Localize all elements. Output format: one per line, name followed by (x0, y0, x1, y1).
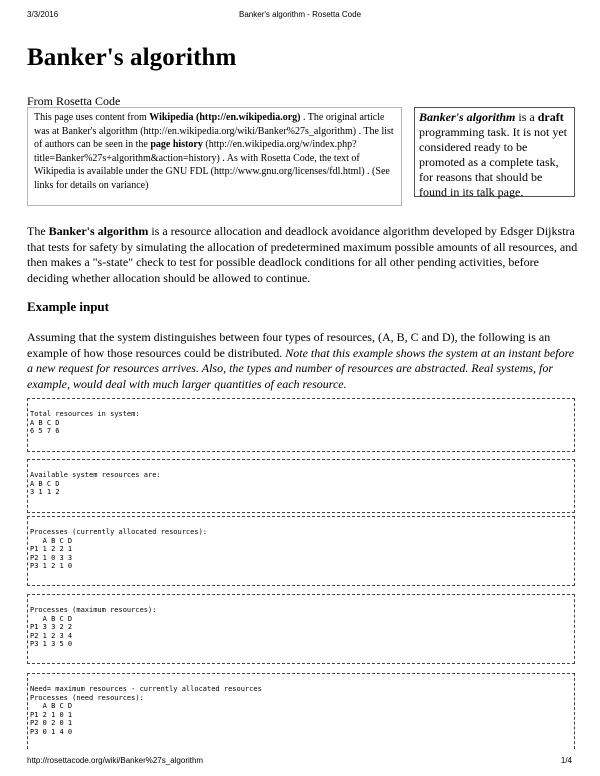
code-block-available-resources (27, 459, 575, 513)
from-rosetta-code: From Rosetta Code (27, 94, 121, 108)
code-line: Processes (maximum resources): (30, 606, 157, 614)
code-line: A B C D (30, 536, 73, 545)
intro-bold-term: Banker's algorithm (48, 224, 149, 238)
print-page-title: Banker's algorithm - Rosetta Code (238, 10, 362, 19)
code-line: Need= maximum resources - currently allocated resources (30, 685, 262, 693)
page-history-link[interactable]: page history (150, 139, 203, 151)
example-input-heading: Example input (27, 299, 109, 314)
code-line: P3 1 3 5 0 (30, 640, 73, 648)
code-line: Total resources in system: (30, 410, 140, 418)
code-line: Processes (need resources): (30, 693, 144, 702)
print-page-number: 1/4 (560, 756, 572, 765)
code-line: P2 1 2 3 4 (30, 631, 73, 640)
code-line: P1 3 3 2 2 (30, 623, 73, 631)
print-date: 3/3/2016 (27, 10, 59, 19)
code-line: Available system resources are: (30, 471, 161, 479)
code-line: 3 1 1 2 (30, 488, 60, 496)
wikipedia-notice-box (27, 107, 402, 206)
wiki-notice-text-3: (http://en.wikipedia.org/w/index.php?title=Banker%27s+algorithm&action=history) . As with Rosetta Code, the text of Wikipedia is available under the GNU FDL (http://www.gnu.org/licenses/fdl.html) . (See links for details on variance) (34, 139, 390, 191)
intro-text-2: is a resource allocation and deadlock avoidance algorithm developed by Edsger Dijkstra that tests for safety by simulating the allocation of predetermined maximum possible amounts of all resources, and then makes a "s-state" check to test for possible deadlock conditions for all other pending activities, before deciding whether allocation should be allowed to continue. (27, 224, 578, 285)
code-line: P1 2 1 0 1 (30, 710, 73, 719)
print-url: http://rosettacode.org/wiki/Banker%27s_algorithm (27, 756, 204, 765)
draft-notice-box (414, 107, 575, 197)
code-line: A B C D (30, 702, 73, 710)
code-line: A B C D (30, 614, 73, 623)
intro-paragraph (27, 224, 579, 286)
wiki-notice-text-1: This page uses content from (34, 112, 150, 123)
page-title: Banker's algorithm (27, 44, 237, 71)
code-line: P3 0 1 4 0 (30, 727, 73, 736)
example-text: Assuming that the system distinguishes between four types of resources, (A, B, C and D), the following is an example of how those resources could be distributed. (27, 330, 551, 360)
code-line: A B C D (30, 418, 60, 427)
code-block-allocated-resources (27, 516, 575, 586)
code-line: A B C D (30, 479, 60, 488)
code-block-total-resources (27, 398, 575, 452)
example-italic-note: Note that this example shows the system at an instant before a new request for resources arrives. Also, the types and number of resources are abstracted. Real systems, for example, would deal with much larger quantities of each resource. (27, 345, 575, 391)
draft-task-name: Banker's algorithm (419, 110, 516, 124)
wikipedia-link[interactable]: Wikipedia (http://en.wikipedia.org) (149, 112, 301, 123)
code-block-maximum-resources (27, 594, 575, 664)
code-line: P2 0 2 0 1 (30, 719, 73, 727)
draft-notice-text-1: is a (515, 110, 538, 124)
code-block-need-resources (27, 673, 575, 749)
code-line: 6 5 7 6 (30, 427, 60, 435)
code-line: Processes (currently allocated resources): (30, 528, 208, 536)
draft-notice-text-2: programming task. It is not yet considered ready to be promoted as a complete task, for reasons that should be found in its talk page. (419, 125, 567, 199)
intro-text-1: The (27, 224, 49, 238)
wiki-notice-text-2: . The original article was at Banker's algorithm (http://en.wikipedia.org/wiki/Banker%27s_algorithm) . The list of authors can be seen in the (34, 112, 394, 151)
example-paragraph (27, 330, 579, 392)
draft-link[interactable]: draft (537, 110, 564, 124)
code-line: P3 1 2 1 0 (30, 562, 73, 570)
code-line: P1 1 2 2 1 (30, 545, 73, 553)
code-line: P2 1 0 3 3 (30, 553, 73, 562)
